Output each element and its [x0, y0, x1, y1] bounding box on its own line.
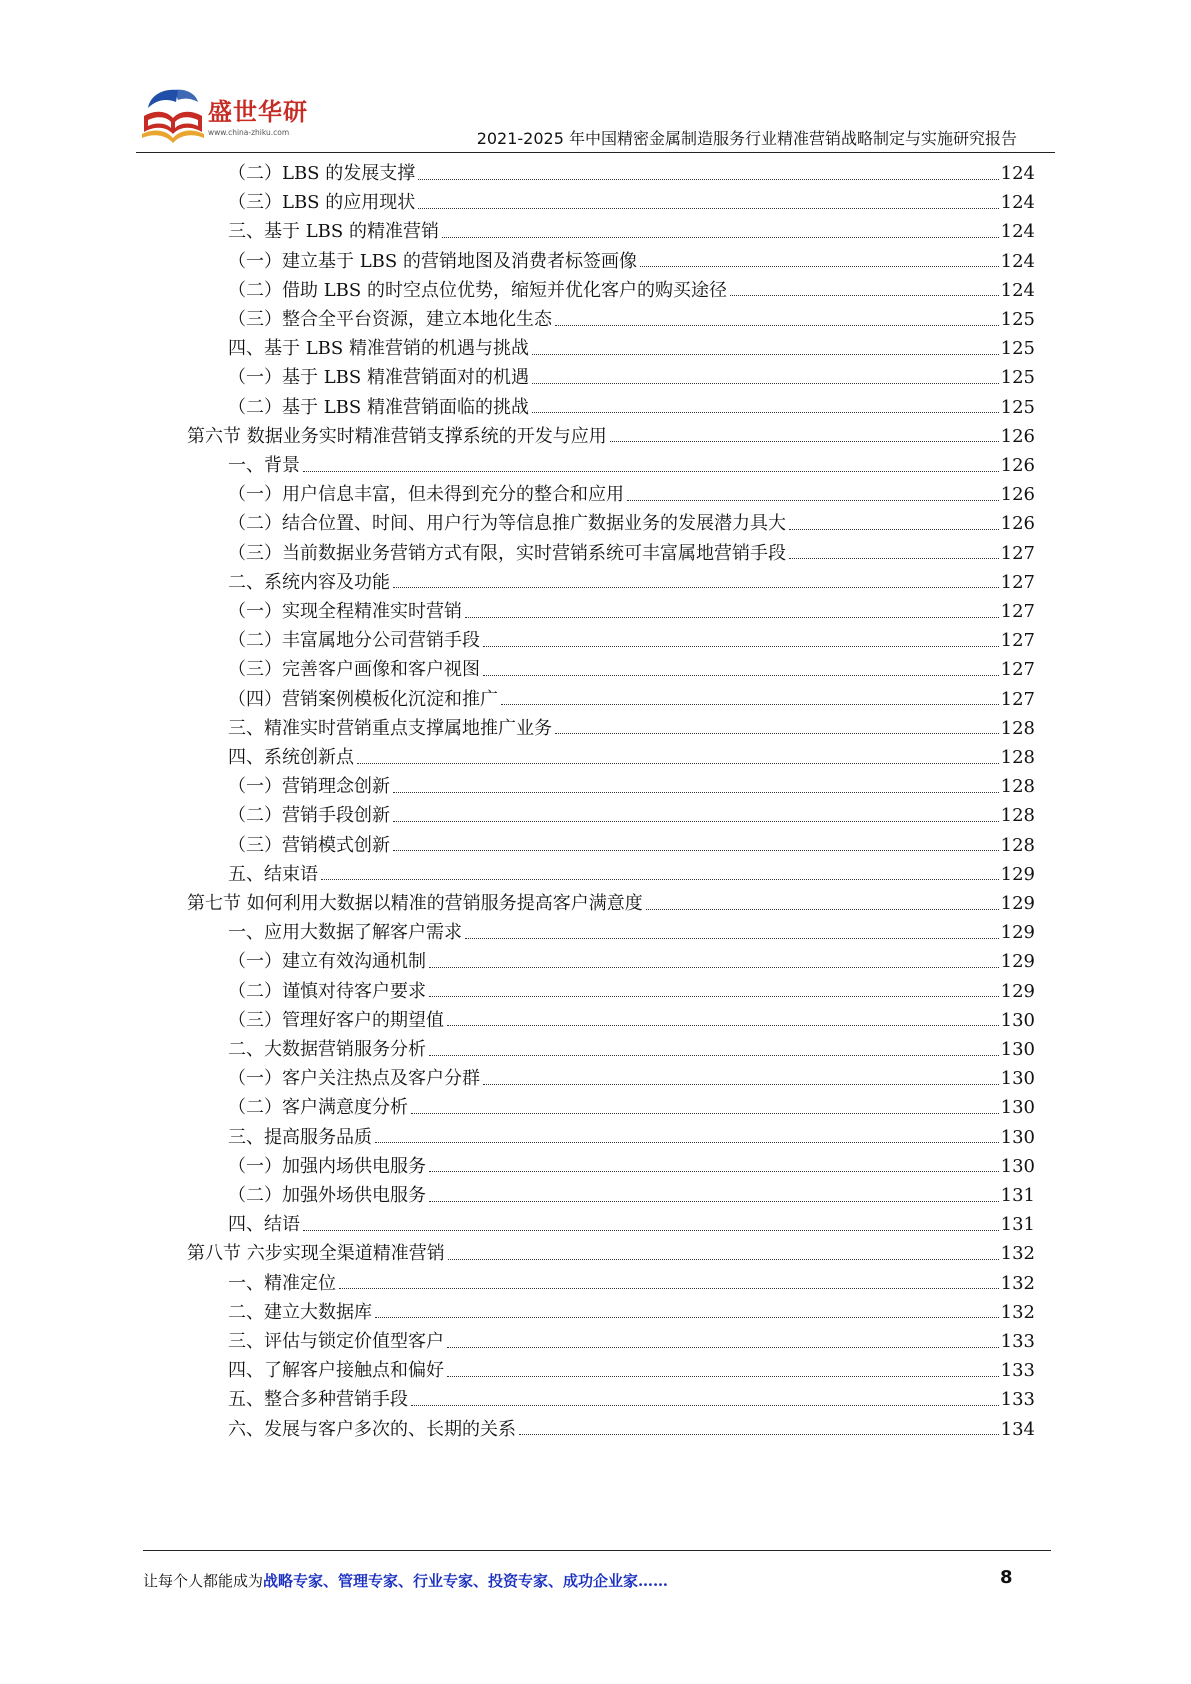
toc-entry-page: 124 [1000, 279, 1035, 301]
toc-entry-page: 133 [1000, 1360, 1035, 1382]
toc-entry-title: （一）建立基于 LBS 的营销地图及消费者标签画像 [228, 250, 637, 272]
page-number: 8 [1000, 1567, 1013, 1588]
toc-entry-title: 一、背景 [228, 455, 300, 476]
toc-entry[interactable] [228, 918, 1035, 948]
toc-entry[interactable] [228, 626, 1035, 656]
toc-dot-leader [429, 1201, 999, 1202]
toc-entry-page: 124 [1000, 163, 1035, 184]
toc-dot-leader [321, 879, 999, 880]
toc-entry-title: （三）完善客户画像和客户视图 [228, 659, 480, 681]
toc-entry[interactable] [228, 159, 1035, 189]
toc-entry-page: 130 [1000, 1126, 1035, 1148]
toc-entry-page: 124 [1000, 192, 1035, 214]
toc-entry-title: （三）整合全平台资源，建立本地化生态 [228, 309, 552, 330]
toc-entry[interactable] [228, 1298, 1035, 1328]
toc-entry-page: 130 [1000, 1155, 1035, 1177]
toc-entry-page: 127 [1000, 601, 1035, 622]
toc-entry[interactable] [228, 247, 1035, 277]
toc-entry-title: （二）谨慎对待客户要求 [228, 980, 426, 1002]
toc-entry[interactable] [228, 743, 1035, 773]
toc-entry-page: 126 [1000, 484, 1035, 506]
toc-dot-leader [393, 587, 999, 588]
toc-dot-leader [357, 763, 999, 764]
toc-dot-leader [418, 179, 998, 180]
toc-dot-leader [532, 412, 999, 413]
toc-entry-title: 一、精准定位 [228, 1272, 336, 1294]
toc-entry[interactable] [228, 1269, 1035, 1299]
toc-entry[interactable] [228, 393, 1035, 423]
toc-entry[interactable] [228, 714, 1035, 744]
toc-dot-leader [418, 208, 998, 209]
toc-entry-title: 一、应用大数据了解客户需求 [228, 922, 462, 944]
toc-entry-title: 三、提高服务品质 [228, 1126, 372, 1148]
toc-dot-leader [555, 733, 999, 734]
toc-entry-title: 第六节 数据业务实时精准营销支撑系统的开发与应用 [187, 425, 607, 447]
toc-entry[interactable] [228, 860, 1035, 890]
toc-dot-leader [447, 1347, 999, 1348]
toc-entry-page: 132 [1000, 1243, 1035, 1265]
logo-url: www.china-zhiku.com [208, 128, 290, 137]
toc-entry-title: 五、结束语 [228, 863, 318, 885]
toc-dot-leader [483, 1084, 999, 1085]
toc-dot-leader [627, 500, 999, 501]
toc-dot-leader [303, 471, 999, 472]
toc-entry-page: 124 [1000, 250, 1035, 272]
toc-entry[interactable] [228, 188, 1035, 218]
toc-entry[interactable] [228, 1006, 1035, 1036]
toc-entry-page: 128 [1000, 834, 1035, 856]
toc-entry[interactable] [228, 1152, 1035, 1182]
toc-dot-leader [646, 909, 999, 910]
toc-entry-page: 127 [1000, 571, 1035, 593]
toc-dot-leader [375, 1142, 999, 1143]
toc-entry-title: 三、评估与锁定价值型客户 [228, 1331, 444, 1352]
toc-entry[interactable] [228, 655, 1035, 685]
toc-entry-page: 130 [1000, 1068, 1035, 1090]
toc-entry[interactable] [187, 1239, 1035, 1269]
toc-entry-page: 131 [1000, 1185, 1035, 1206]
toc-entry[interactable] [228, 539, 1035, 569]
toc-entry[interactable] [228, 480, 1035, 510]
toc-dot-leader [375, 1317, 999, 1318]
toc-entry[interactable] [228, 334, 1035, 364]
toc-entry[interactable] [228, 509, 1035, 539]
toc-entry-title: 第八节 六步实现全渠道精准营销 [187, 1243, 445, 1265]
toc-entry-title: （二）借助 LBS 的时空点位优势，缩短并优化客户的购买途径 [228, 279, 727, 301]
toc-dot-leader [393, 792, 999, 793]
company-logo [140, 86, 315, 146]
toc-entry[interactable] [228, 568, 1035, 598]
toc-entry-title: （二）营销手段创新 [228, 805, 390, 827]
toc-dot-leader [610, 441, 999, 442]
toc-entry-title: 二、建立大数据库 [228, 1301, 372, 1323]
toc-entry-title: （二）LBS 的发展支撑 [228, 163, 416, 184]
toc-dot-leader [429, 1055, 999, 1056]
toc-entry[interactable] [228, 305, 1035, 335]
toc-entry[interactable] [228, 1064, 1035, 1094]
toc-entry-title: （三）LBS 的应用现状 [228, 192, 416, 214]
toc-dot-leader [730, 295, 999, 296]
toc-dot-leader [429, 1171, 999, 1172]
toc-entry[interactable] [228, 947, 1035, 977]
toc-entry[interactable] [228, 1327, 1035, 1357]
header-divider [136, 152, 1055, 153]
toc-entry[interactable] [228, 1356, 1035, 1386]
toc-entry-page: 127 [1000, 630, 1035, 652]
toc-dot-leader [483, 646, 999, 647]
toc-entry-page: 134 [1000, 1418, 1035, 1440]
toc-dot-leader [303, 1230, 999, 1231]
toc-entry-title: （一）实现全程精准实时营销 [228, 601, 462, 622]
toc-entry[interactable] [228, 801, 1035, 831]
toc-dot-leader [465, 617, 999, 618]
toc-entry-title: 四、系统创新点 [228, 747, 354, 768]
footer-slogan [143, 1570, 668, 1591]
toc-dot-leader [448, 1259, 999, 1260]
toc-dot-leader [789, 558, 999, 559]
toc-entry-title: （二）丰富属地分公司营销手段 [228, 630, 480, 652]
toc-entry-title: 三、基于 LBS 的精准营销 [228, 221, 439, 243]
toc-entry-title: （一）建立有效沟通机制 [228, 951, 426, 973]
toc-entry[interactable] [228, 977, 1035, 1007]
toc-entry-title: 二、大数据营销服务分析 [228, 1039, 426, 1060]
toc-dot-leader [447, 1376, 999, 1377]
toc-entry[interactable] [228, 772, 1035, 802]
toc-entry-page: 133 [1000, 1389, 1035, 1411]
toc-entry-title: （二）基于 LBS 精准营销面临的挑战 [228, 396, 529, 418]
toc-entry-page: 125 [1000, 338, 1035, 360]
toc-entry[interactable] [228, 1035, 1035, 1065]
toc-entry-page: 125 [1000, 367, 1035, 389]
toc-entry[interactable] [228, 451, 1035, 481]
toc-entry-page: 125 [1000, 309, 1035, 330]
toc-dot-leader [519, 1434, 999, 1435]
toc-entry-title: 四、了解客户接触点和偏好 [228, 1360, 444, 1382]
toc-entry-page: 128 [1000, 717, 1035, 739]
toc-entry[interactable] [228, 831, 1035, 861]
toc-entry[interactable] [228, 363, 1035, 393]
book-logo-icon [140, 86, 206, 146]
toc-dot-leader [532, 383, 999, 384]
toc-entry-page: 127 [1000, 542, 1035, 564]
toc-entry-title: 二、系统内容及功能 [228, 571, 390, 593]
footer-slogan-highlight: 战略专家、管理专家、行业专家、投资专家、成功企业家…… [263, 1572, 669, 1590]
toc-entry-page: 127 [1000, 659, 1035, 681]
toc-entry-title: （一）基于 LBS 精准营销面对的机遇 [228, 367, 529, 389]
toc-dot-leader [532, 354, 999, 355]
toc-entry-title: 五、整合多种营销手段 [228, 1389, 408, 1411]
toc-dot-leader [789, 529, 999, 530]
toc-entry-page: 130 [1000, 1009, 1035, 1031]
toc-entry[interactable] [228, 685, 1035, 715]
toc-entry-page: 130 [1000, 1039, 1035, 1060]
toc-entry[interactable] [228, 1415, 1035, 1445]
logo-name: 盛世华研 [208, 98, 308, 126]
toc-entry[interactable] [228, 276, 1035, 306]
toc-entry-page: 129 [1000, 980, 1035, 1002]
toc-dot-leader [483, 675, 999, 676]
toc-dot-leader [411, 1405, 999, 1406]
toc-entry-title: 第七节 如何利用大数据以精准的营销服务提高客户满意度 [187, 893, 643, 914]
toc-entry[interactable] [228, 1210, 1035, 1240]
toc-entry-title: 三、精准实时营销重点支撑属地推广业务 [228, 717, 552, 739]
toc-dot-leader [339, 1288, 999, 1289]
toc-entry-title: （三）营销模式创新 [228, 834, 390, 856]
toc-entry-title: （一）用户信息丰富，但未得到充分的整合和应用 [228, 484, 624, 506]
toc-entry[interactable] [187, 422, 1035, 452]
toc-entry-title: （四）营销案例模板化沉淀和推广 [228, 688, 498, 710]
toc-dot-leader [429, 967, 999, 968]
toc-entry-page: 129 [1000, 863, 1035, 885]
toc-dot-leader [501, 704, 999, 705]
toc-entry-page: 129 [1000, 922, 1035, 944]
toc-dot-leader [393, 821, 999, 822]
toc-entry-page: 129 [1000, 951, 1035, 973]
toc-entry[interactable] [228, 217, 1035, 247]
toc-entry-page: 130 [1000, 1097, 1035, 1119]
toc-entry-page: 126 [1000, 425, 1035, 447]
footer-divider [143, 1550, 1051, 1551]
toc-entry-title: 六、发展与客户多次的、长期的关系 [228, 1418, 516, 1440]
toc-entry-page: 128 [1000, 747, 1035, 768]
toc-entry[interactable] [187, 889, 1035, 919]
toc-dot-leader [411, 1113, 999, 1114]
toc-dot-leader [447, 1025, 999, 1026]
toc-entry-title: （二）结合位置、时间、用户行为等信息推广数据业务的发展潜力具大 [228, 513, 786, 535]
toc-entry[interactable] [228, 597, 1035, 627]
toc-entry-page: 131 [1000, 1214, 1035, 1236]
toc-dot-leader [429, 996, 999, 997]
toc-entry-page: 128 [1000, 805, 1035, 827]
toc-entry-title: （一）加强内场供电服务 [228, 1155, 426, 1177]
toc-entry[interactable] [228, 1385, 1035, 1415]
toc-entry-title: （一）客户关注热点及客户分群 [228, 1068, 480, 1090]
toc-dot-leader [640, 266, 999, 267]
toc-entry-page: 127 [1000, 688, 1035, 710]
toc-entry-page: 132 [1000, 1272, 1035, 1294]
toc-dot-leader [465, 938, 999, 939]
toc-entry-title: （一）营销理念创新 [228, 776, 390, 798]
toc-entry[interactable] [228, 1181, 1035, 1211]
toc-entry-page: 128 [1000, 776, 1035, 798]
toc-entry-page: 126 [1000, 513, 1035, 535]
toc-entry-title: 四、结语 [228, 1214, 300, 1236]
toc-dot-leader [393, 850, 999, 851]
toc-entry-page: 129 [1000, 893, 1035, 914]
toc-entry-title: （二）客户满意度分析 [228, 1097, 408, 1119]
toc-entry-title: （三）当前数据业务营销方式有限，实时营销系统可丰富属地营销手段 [228, 542, 786, 564]
toc-entry-page: 124 [1000, 221, 1035, 243]
toc-entry-page: 125 [1000, 396, 1035, 418]
toc-dot-leader [442, 237, 999, 238]
footer-slogan-prefix: 让每个人都能成为 [143, 1572, 264, 1590]
report-title: 2021-2025 年中国精密金属制造服务行业精准营销战略制定与实施研究报告 [476, 129, 1017, 148]
toc-entry-title: 四、基于 LBS 精准营销的机遇与挑战 [228, 338, 529, 360]
toc-entry-title: （三）管理好客户的期望值 [228, 1009, 444, 1031]
toc-entry[interactable] [228, 1123, 1035, 1153]
toc-entry-page: 126 [1000, 455, 1035, 476]
toc-entry[interactable] [228, 1093, 1035, 1123]
toc-entry-title: （二）加强外场供电服务 [228, 1185, 426, 1206]
toc-dot-leader [555, 325, 999, 326]
toc-entry-page: 132 [1000, 1301, 1035, 1323]
toc-entry-page: 133 [1000, 1331, 1035, 1352]
